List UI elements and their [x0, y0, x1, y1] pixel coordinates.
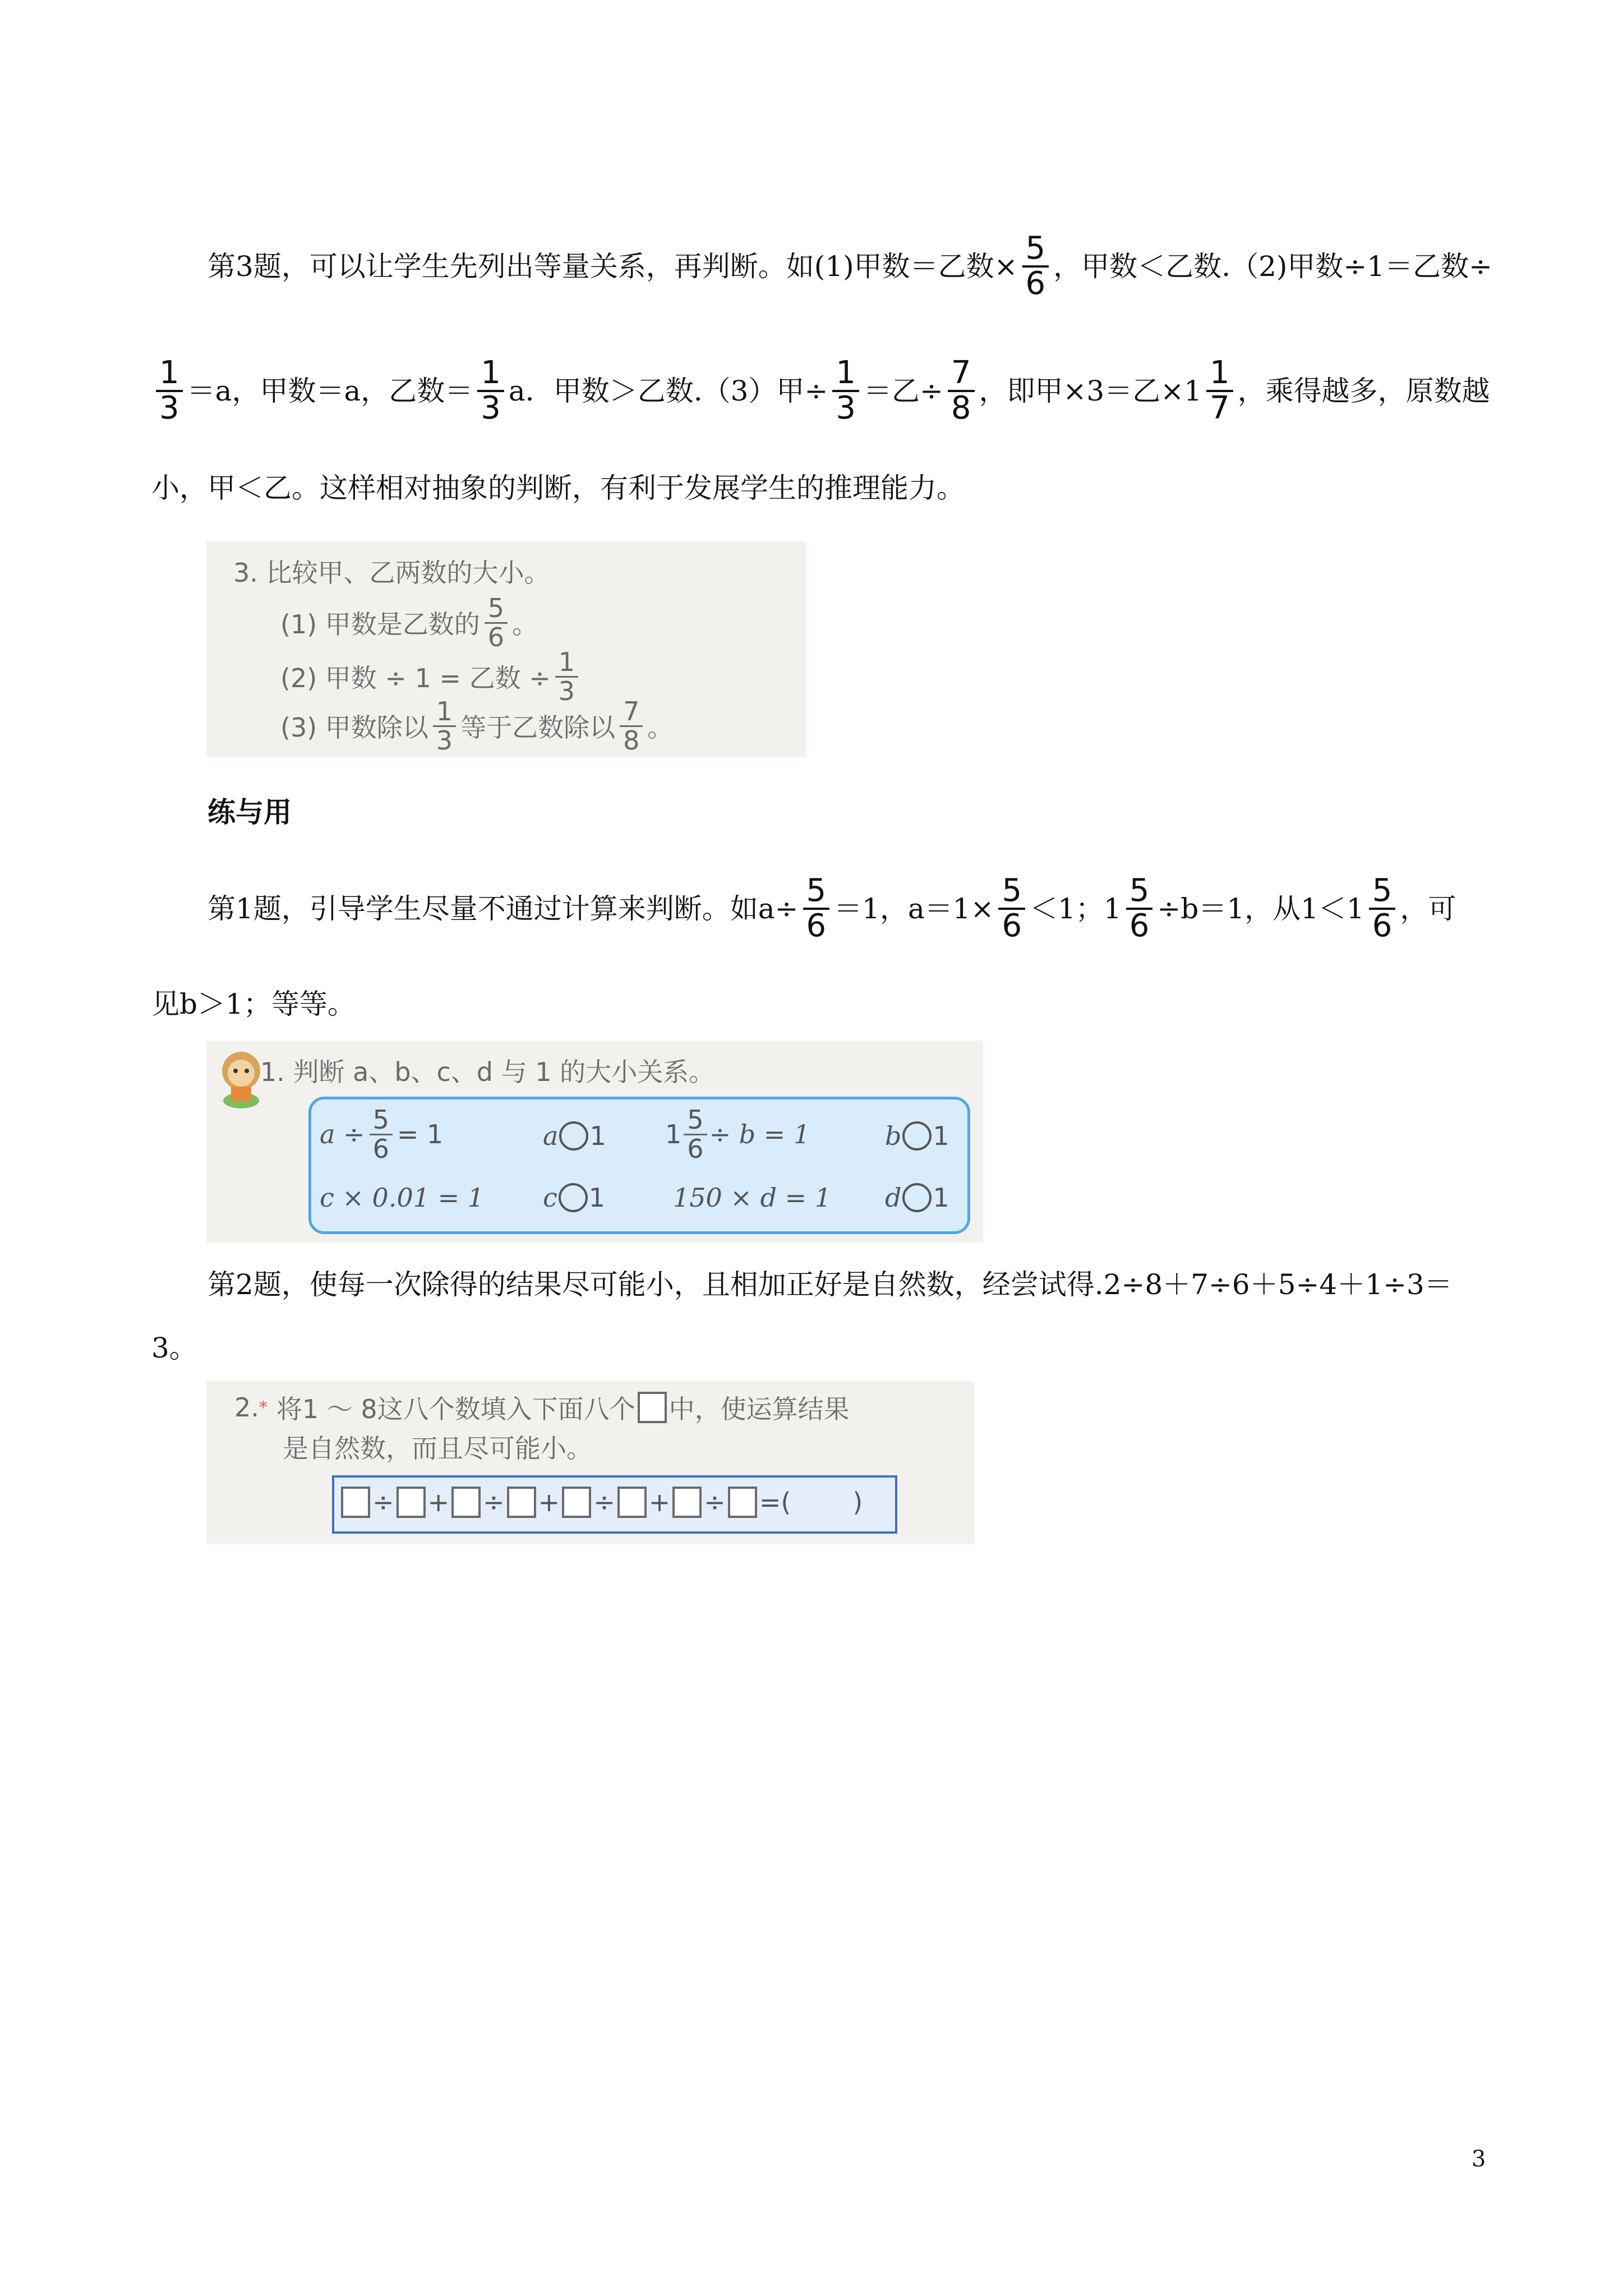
fraction: $\frac{1}{3}$ — [433, 698, 456, 754]
para1-text: ，即甲×3＝乙×1 — [979, 375, 1202, 407]
para3-line2 — [151, 1331, 197, 1365]
problem-2-line-2: 是自然数，而且尽可能小。 — [283, 1433, 592, 1464]
answer-box[interactable] — [396, 1487, 426, 1518]
fraction: $\frac{1}{7}$ — [1206, 357, 1233, 425]
answer-circle[interactable] — [559, 1121, 588, 1151]
star-mark: * — [259, 1397, 268, 1418]
para1-text: ，乘得越多，原数越 — [1237, 375, 1490, 407]
para2-text: 第1题，引导学生尽量不通过计算来判断。如a÷ — [208, 892, 799, 925]
problem-1-cmp-2: b 1 — [885, 1121, 949, 1151]
fraction: $\frac{5}{6}$ — [684, 1106, 707, 1162]
para1-line2 — [151, 349, 1490, 433]
para2-text: ÷b＝1，从1＜1 — [1157, 892, 1364, 925]
para1-line1 — [208, 224, 1492, 309]
answer-box[interactable] — [507, 1487, 536, 1518]
problem-1-title: 1. 判断 a、b、c、d 与 1 的大小关系。 — [260, 1057, 715, 1087]
problem-1-eq-2: 1 $\frac{5}{6}$ ÷ b = 1 — [665, 1105, 810, 1164]
fraction: $\frac{7}{8}$ — [948, 357, 975, 425]
problem-1-cmp-3: c 1 — [543, 1182, 606, 1213]
para1-text: a．甲数＞乙数.（3）甲÷ — [508, 375, 828, 407]
fraction: $\frac{5}{6}$ — [485, 595, 508, 651]
problem-1-cmp-1: a 1 — [543, 1121, 606, 1151]
para1-text-a: 第3题，可以让学生先列出等量关系，再判断。如(1)甲数＝乙数× — [208, 250, 1018, 283]
fraction: $\frac{1}{3}$ — [832, 357, 859, 425]
textbook-problem-2-image — [206, 1381, 975, 1544]
para1-text-b: ，甲数＜乙数.（2)甲数÷1＝乙数÷ — [1053, 250, 1492, 283]
fraction: $\frac{5}{6}$ — [1022, 232, 1049, 301]
para2-text: ，可 — [1400, 892, 1456, 925]
para2-line1 — [208, 867, 1456, 951]
para3-text: 3。 — [151, 1332, 197, 1364]
section-heading: 练与用 — [208, 796, 292, 829]
fraction: $\frac{1}{3}$ — [555, 648, 578, 705]
para2-line2 — [151, 987, 356, 1021]
para2-text: 见b＞1；等等。 — [151, 988, 356, 1020]
problem-2-equation: ÷ + ÷ + ÷ + ÷ =( ) — [339, 1482, 863, 1522]
fraction: $\frac{1}{3}$ — [477, 357, 504, 425]
para3-line1 — [208, 1268, 1453, 1301]
fraction: $\frac{5}{6}$ — [1369, 875, 1396, 943]
para1-line3 — [151, 471, 965, 505]
para2-text: ＝1，a＝1× — [834, 892, 994, 925]
answer-box[interactable] — [341, 1487, 370, 1518]
empty-box — [638, 1392, 667, 1423]
answer-circle[interactable] — [559, 1183, 588, 1212]
para2-text: ＜1；1 — [1030, 892, 1122, 925]
fraction: $\frac{5}{6}$ — [803, 875, 830, 943]
answer-circle[interactable] — [902, 1121, 932, 1151]
answer-box[interactable] — [617, 1487, 647, 1518]
answer-box[interactable] — [728, 1487, 757, 1518]
problem-1-eq-1: a ÷ $\frac{5}{6}$ = 1 — [320, 1105, 444, 1164]
fraction: $\frac{5}{6}$ — [1126, 875, 1153, 943]
problem-1-eq-3: c × 0.01 = 1 — [320, 1182, 485, 1213]
textbook-problem-1-image — [206, 1041, 983, 1243]
para1-text: ＝乙÷ — [863, 375, 943, 407]
problem-3-title: 3. 比较甲、乙两数的大小。 — [233, 558, 550, 588]
para3-text: 第2题，使每一次除得的结果尽可能小，且相加正好是自然数，经尝试得.2÷8＋7÷6＋5÷4＋1÷3＝ — [208, 1268, 1453, 1301]
fraction: $\frac{7}{8}$ — [620, 698, 643, 754]
fraction: $\frac{5}{6}$ — [998, 875, 1025, 943]
problem-3-row-1: (1) 甲数是乙数的 $\frac{5}{6}$ 。 — [280, 593, 538, 652]
problem-1-eq-4: 150 × d = 1 — [673, 1182, 832, 1213]
para1-text: ＝a，甲数＝a，乙数＝ — [187, 375, 473, 407]
problem-1-cmp-4: d 1 — [885, 1182, 949, 1213]
page-number: 3 — [1472, 2146, 1486, 2172]
answer-box[interactable] — [562, 1487, 591, 1518]
fraction: $\frac{1}{3}$ — [156, 357, 183, 425]
problem-3-row-2: (2) 甲数 ÷ 1 = 乙数 ÷ $\frac{1}{3}$ — [280, 646, 583, 707]
para1-text: 小，甲＜乙。这样相对抽象的判断，有利于发展学生的推理能力。 — [151, 472, 965, 504]
problem-2-line-1: 2. * 将1 ～ 8这八个数填入下面八个 中，使运算结果 — [234, 1392, 850, 1424]
fraction: $\frac{5}{6}$ — [370, 1106, 393, 1162]
answer-circle[interactable] — [902, 1183, 932, 1212]
textbook-problem-3-image — [206, 541, 806, 757]
answer-box[interactable] — [672, 1487, 702, 1518]
problem-3-row-3: (3) 甲数除以 $\frac{1}{3}$ 等于乙数除以 $\frac{7}{8}$ 。 — [280, 696, 674, 756]
answer-box[interactable] — [451, 1487, 481, 1518]
